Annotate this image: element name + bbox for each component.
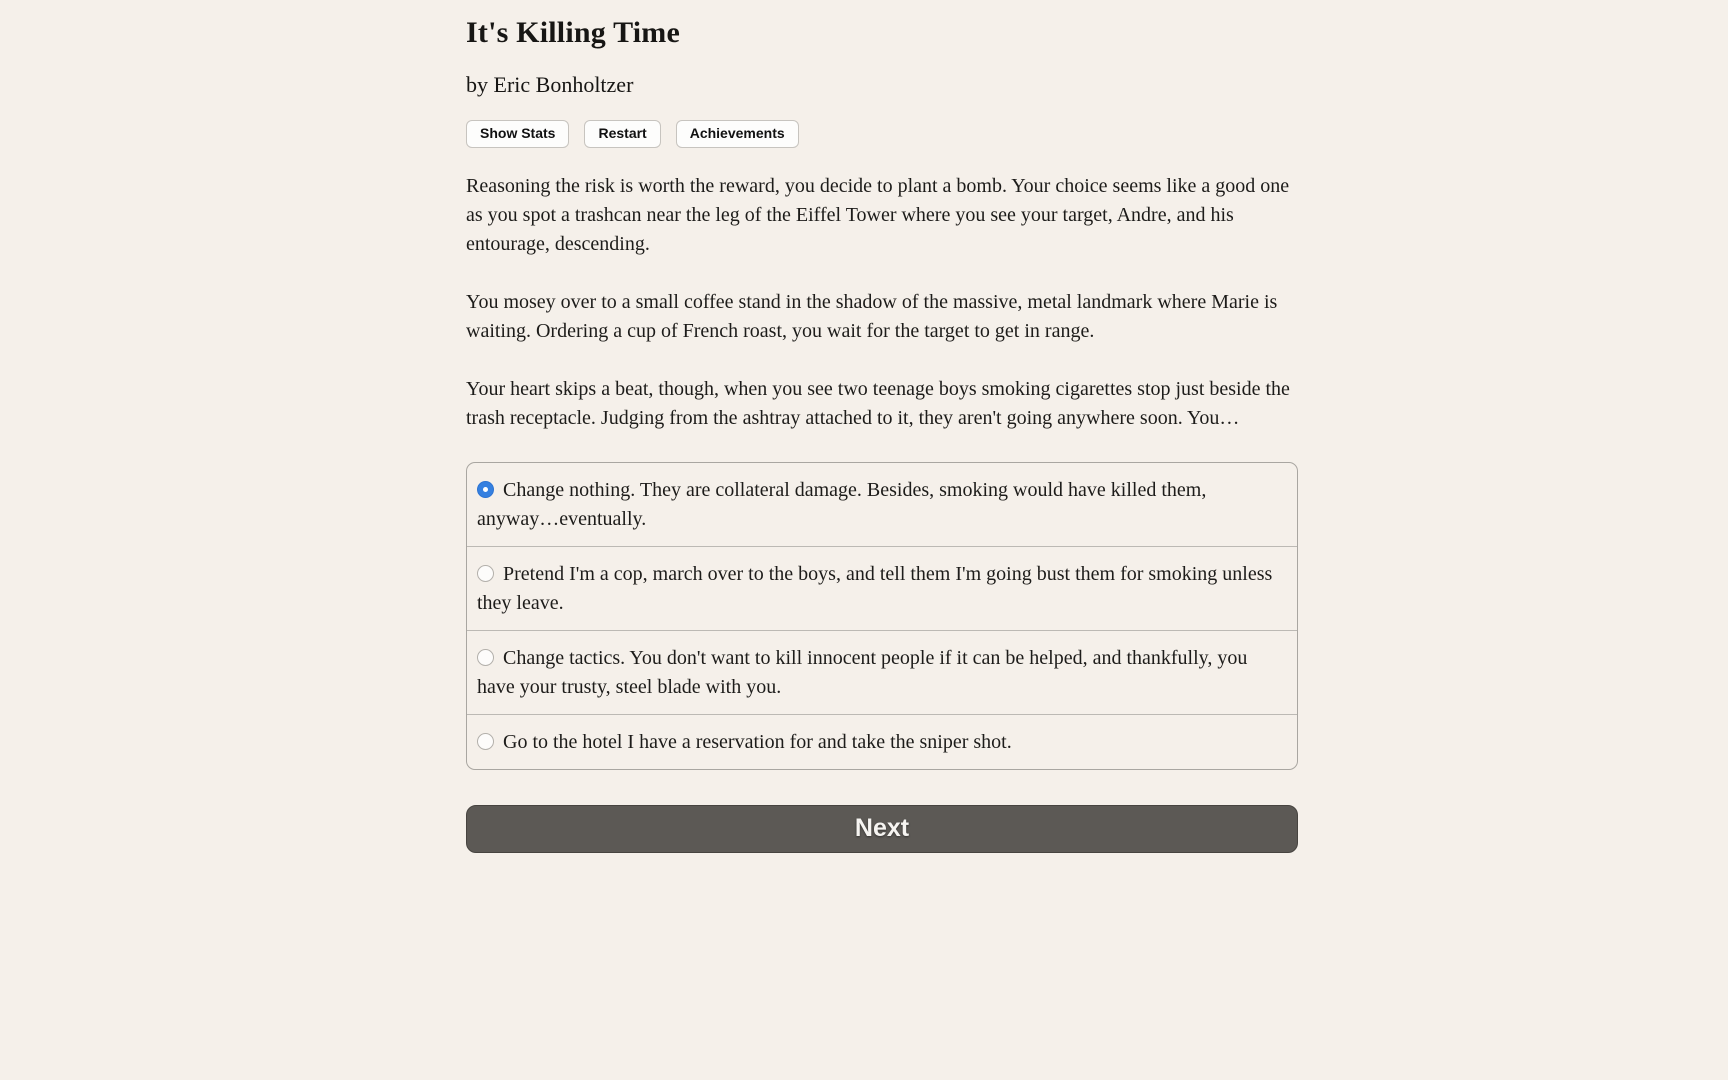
toolbar-button-achievements[interactable]: Achievements xyxy=(676,120,799,148)
story-paragraph: Your heart skips a beat, though, when you see two teenage boys smoking cigarettes stop just beside the trash receptacle. Judging from the ashtray attached to it, they aren't going anywhere soon. You… xyxy=(466,377,1290,429)
toolbar xyxy=(466,120,1298,148)
author-byline: by Eric Bonholtzer xyxy=(466,72,634,97)
radio-icon[interactable] xyxy=(477,733,494,750)
story-paragraph: Reasoning the risk is worth the reward, you decide to plant a bomb. Your choice seems like a good one as you spot a trashcan near the leg of the Eiffel Tower where you see your target, Andre, and his entourage, descending. xyxy=(466,174,1290,255)
radio-icon[interactable] xyxy=(477,649,494,666)
radio-icon[interactable] xyxy=(477,481,494,498)
choice-label: Change tactics. You don't want to kill innocent people if it can be helped, and thankfully, you have your trusty, steel blade with you. xyxy=(477,646,1248,698)
choice-option-3[interactable] xyxy=(467,631,1297,715)
radio-icon[interactable] xyxy=(477,565,494,582)
next-button[interactable]: Next xyxy=(466,805,1298,853)
page-title: It's Killing Time xyxy=(466,16,681,49)
choice-option-1[interactable] xyxy=(467,463,1297,547)
choices-group xyxy=(466,462,1298,770)
choice-option-2[interactable] xyxy=(467,547,1297,631)
toolbar-button-show-stats[interactable]: Show Stats xyxy=(466,120,569,148)
choice-label: Change nothing. They are collateral damage. Besides, smoking would have killed them, anyway…eventually. xyxy=(477,478,1207,530)
choice-option-4[interactable] xyxy=(467,715,1297,769)
story-text xyxy=(466,172,1298,433)
story-paragraph: You mosey over to a small coffee stand in the shadow of the massive, metal landmark where Marie is waiting. Ordering a cup of French roast, you wait for the target to get in range. xyxy=(466,290,1278,342)
choice-label: Go to the hotel I have a reservation for and take the sniper shot. xyxy=(503,730,1012,753)
game-page xyxy=(466,0,1298,853)
toolbar-button-restart[interactable]: Restart xyxy=(584,120,660,148)
choice-label: Pretend I'm a cop, march over to the boys, and tell them I'm going bust them for smoking unless they leave. xyxy=(477,562,1273,614)
